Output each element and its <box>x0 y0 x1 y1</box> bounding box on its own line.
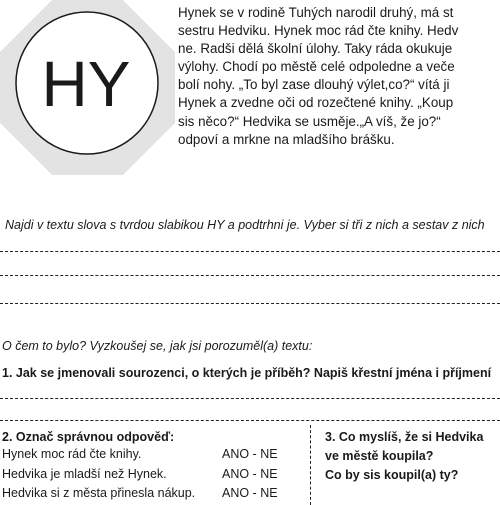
question-3-line: 3. Co myslíš, že si Hedvika <box>325 430 484 444</box>
story-line: sis něco?“ Hedvika se usměje.„A víš, že jo?“ <box>178 113 441 129</box>
answer-line-q1[interactable] <box>0 398 500 399</box>
answer-choice-2[interactable]: ANO - NE <box>222 467 278 481</box>
writing-line[interactable] <box>0 303 500 304</box>
story-text <box>178 4 500 149</box>
question-2-title: 2. Označ správnou odpověď: <box>2 430 175 444</box>
story-line: bolí nohy. „To byl zase dlouhý výlet,co?“ vítá ji <box>178 77 450 93</box>
question-3-line: ve městě koupila? <box>325 449 434 463</box>
story-line: Hynek a zvedne oči od rozečtené knihy. „Koup <box>178 95 454 111</box>
divider-line <box>0 420 500 421</box>
task-instruction: Najdi v textu slova s tvrdou slabikou HY a podtrhni je. Vyber si tři z nich a sestav z nich <box>5 218 485 232</box>
hy-badge <box>0 0 175 175</box>
story-line: Hynek se v rodině Tuhých narodil druhý, má st <box>178 5 454 20</box>
story-line: sestru Hedviku. Hynek moc rád čte knihy. Hedv <box>178 23 459 39</box>
story-line: odpoví a mrkne na mladšího brášku. <box>178 131 395 147</box>
story-line: výlohy. Chodí po městě celé odpoledne a veče <box>178 59 455 75</box>
question-3 <box>325 428 500 485</box>
story-line: ne. Radši dělá školní úlohy. Taky ráda okukuje <box>178 41 453 57</box>
writing-line[interactable] <box>0 275 500 276</box>
quiz-intro: O čem to bylo? Vyzkoušej se, jak jsi porozuměl(a) textu: <box>2 339 313 353</box>
statement-2: Hedvika je mladší než Hynek. <box>2 467 167 481</box>
badge-letters: HY <box>41 48 131 120</box>
column-divider <box>310 425 311 505</box>
question-3-line: Co by sis koupil(a) ty? <box>325 468 459 482</box>
answer-choice-1[interactable]: ANO - NE <box>222 447 278 461</box>
question-1: 1. Jak se jmenovali sourozenci, o kterých je příběh? Napiš křestní jména i příjmení <box>2 366 492 380</box>
statement-3: Hedvika si z města přinesla nákup. <box>2 486 196 500</box>
statement-1: Hynek moc rád čte knihy. <box>2 447 142 461</box>
writing-line[interactable] <box>0 251 500 252</box>
answer-choice-3[interactable]: ANO - NE <box>222 486 278 500</box>
